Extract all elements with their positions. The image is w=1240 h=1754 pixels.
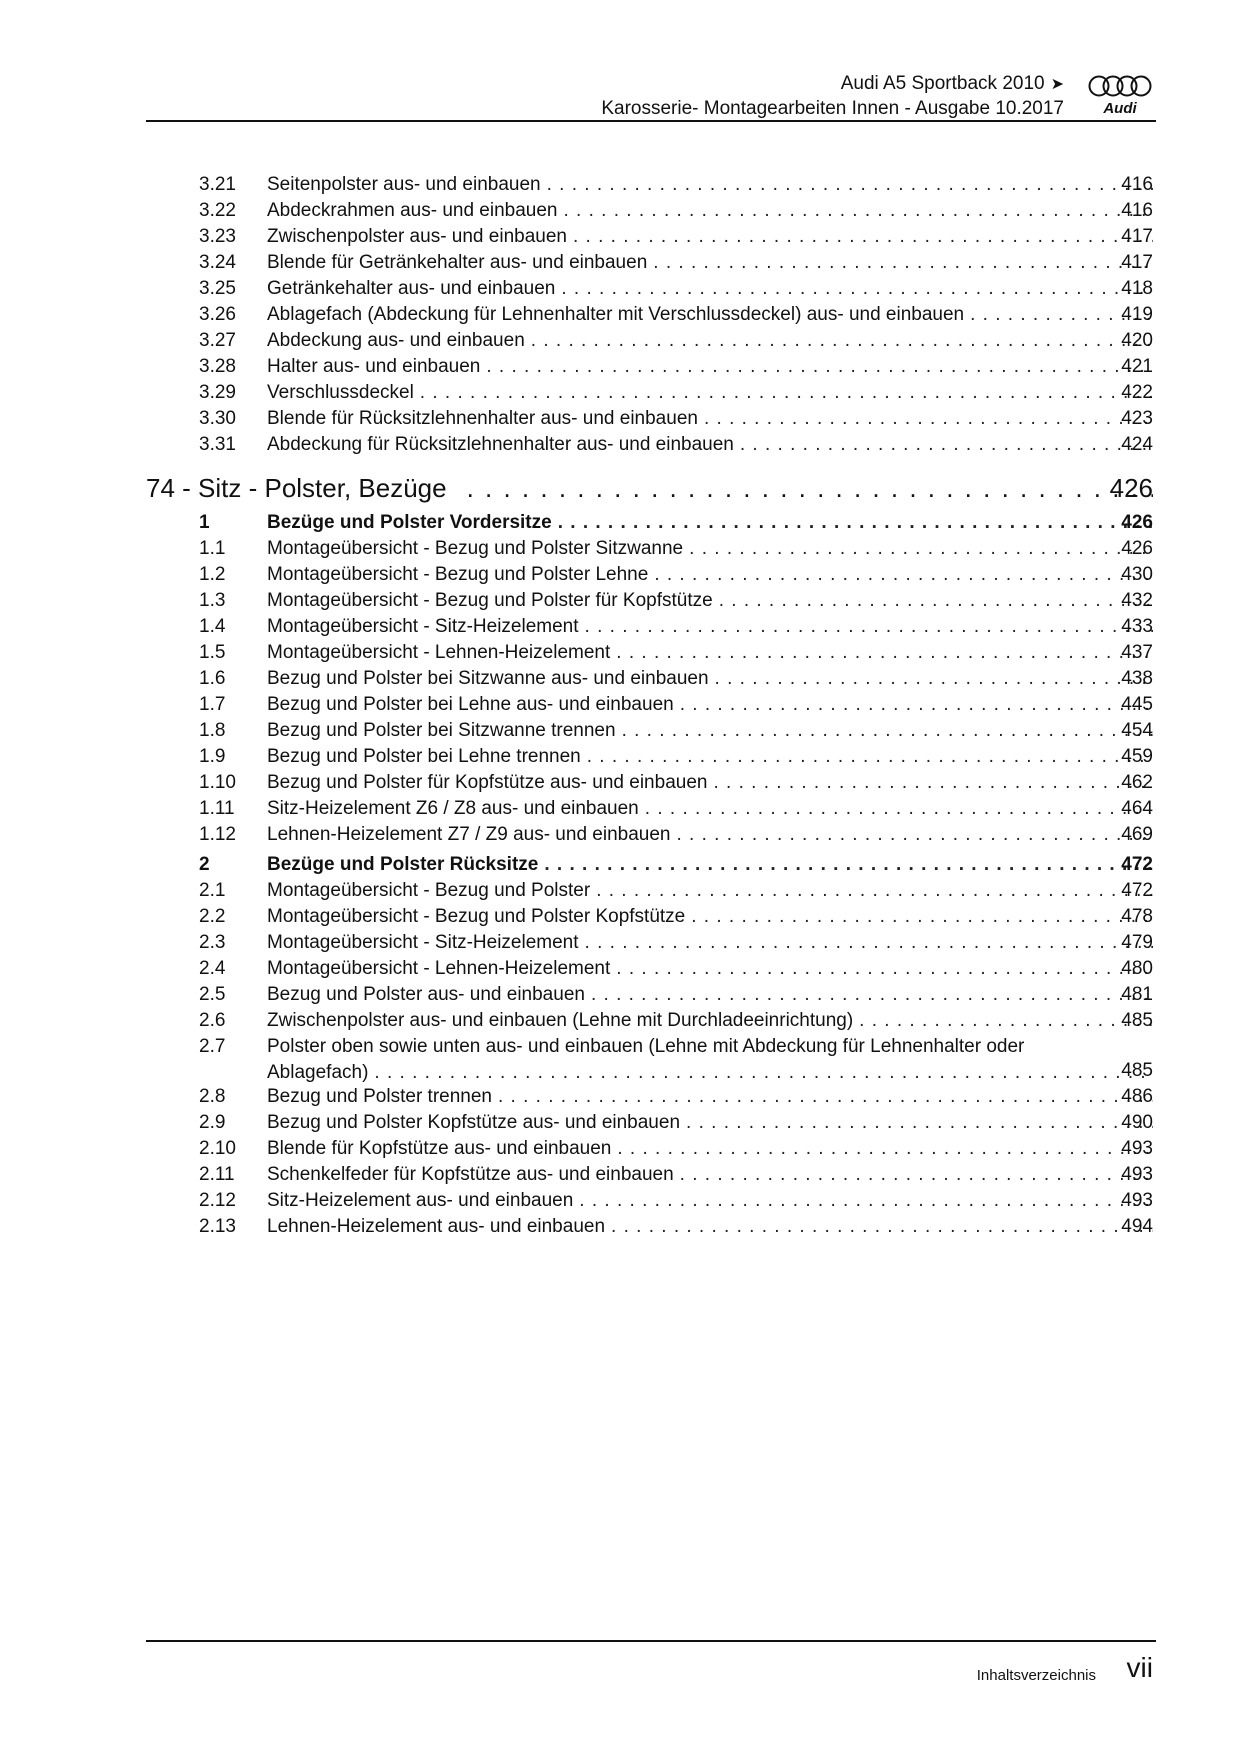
- leader-dots: [616, 956, 1153, 982]
- toc-entry[interactable]: [0, 1110, 1240, 1136]
- leader-dots: [587, 744, 1153, 770]
- leader-dots: [467, 466, 1153, 510]
- leader-dots: [544, 852, 1153, 878]
- chapter-page: 426: [1109, 473, 1153, 503]
- header-text: [601, 72, 1064, 121]
- leader-dots: [596, 878, 1153, 904]
- leader-dots: [486, 354, 1153, 380]
- toc-page: 416: [1121, 174, 1153, 195]
- toc-num: 3.31: [199, 434, 236, 455]
- toc-title: Zwischenpolster aus- und einbauen (Lehne mit Durchladeeinrichtung): [267, 1010, 854, 1031]
- leader-dots: [691, 904, 1153, 930]
- toc-num: 2.8: [199, 1086, 226, 1107]
- toc-entry[interactable]: [0, 718, 1240, 744]
- toc-title: Ablagefach (Abdeckung für Lehnenhalter mit Verschlussdeckel) aus- und einbauen: [267, 304, 965, 325]
- toc-num: 2.11: [199, 1164, 235, 1185]
- toc-num: 1.8: [199, 720, 226, 741]
- toc-title: Bezug und Polster bei Sitzwanne trennen: [267, 720, 616, 741]
- toc-title: Blende für Rücksitzlehnenhalter aus- und einbauen: [267, 408, 698, 429]
- chapter-heading[interactable]: [0, 466, 1240, 510]
- toc-title: Blende für Kopfstütze aus- und einbauen: [267, 1138, 612, 1159]
- toc-title: Sitz-Heizelement aus- und einbauen: [267, 1190, 574, 1211]
- toc-title: Lehnen-Heizelement Z7 / Z9 aus- und einbauen: [267, 824, 671, 845]
- toc-num: 3.25: [199, 278, 236, 299]
- toc-title: Blende für Getränkehalter aus- und einbauen: [267, 252, 648, 273]
- toc-page: 423: [1121, 408, 1153, 429]
- leader-dots: [573, 224, 1153, 250]
- leader-dots: [654, 562, 1153, 588]
- toc-entry[interactable]: [0, 1162, 1240, 1188]
- toc-entry[interactable]: [0, 770, 1240, 796]
- toc-num: 1.7: [199, 694, 226, 715]
- toc-num: 2.9: [199, 1112, 226, 1133]
- toc-page: 432: [1121, 590, 1153, 611]
- toc-title: Bezug und Polster trennen: [267, 1086, 492, 1107]
- toc-page: 454: [1121, 720, 1153, 741]
- toc-entry[interactable]: [0, 380, 1240, 406]
- toc-num: 2.1: [199, 880, 226, 901]
- toc-entry[interactable]: [0, 744, 1240, 770]
- toc-title: Bezug und Polster aus- und einbauen: [267, 984, 585, 1005]
- audi-logo: [1084, 74, 1156, 122]
- toc-page: 424: [1121, 434, 1153, 455]
- leader-dots: [713, 770, 1153, 796]
- leader-dots: [645, 796, 1153, 822]
- toc-num: 1.5: [199, 642, 226, 663]
- toc-page: 493: [1121, 1164, 1153, 1185]
- toc-page: 479: [1121, 932, 1153, 953]
- toc-entry[interactable]: [0, 1188, 1240, 1214]
- leader-dots: [561, 276, 1153, 302]
- toc-page: 445: [1121, 694, 1153, 715]
- toc-group-top: [0, 172, 1240, 458]
- toc-num: 2.2: [199, 906, 226, 927]
- toc-title: Bezug und Polster bei Lehne aus- und einbauen: [267, 694, 674, 715]
- leader-dots: [591, 982, 1153, 1008]
- toc-title: Zwischenpolster aus- und einbauen: [267, 226, 567, 247]
- toc-num: 3.27: [199, 330, 236, 351]
- toc-page: 472: [1121, 854, 1153, 875]
- toc-page: 486: [1121, 1086, 1153, 1107]
- toc-page: 480: [1121, 958, 1153, 979]
- toc-entry[interactable]: [0, 406, 1240, 432]
- leader-dots: [686, 1110, 1153, 1136]
- toc-num: 2.3: [199, 932, 226, 953]
- toc-num: 1.3: [199, 590, 226, 611]
- toc-page: 419: [1121, 304, 1153, 325]
- leader-dots: [585, 614, 1153, 640]
- toc-num: 1.4: [199, 616, 226, 637]
- toc-page: 494: [1121, 1216, 1153, 1237]
- toc-title: Bezug und Polster bei Lehne trennen: [267, 746, 581, 767]
- toc-num: 3.29: [199, 382, 236, 403]
- leader-dots: [653, 250, 1153, 276]
- toc-num: 1.9: [199, 746, 226, 767]
- leader-dots: [719, 588, 1153, 614]
- leader-dots: [680, 1162, 1153, 1188]
- toc-group-section2b: [0, 1084, 1240, 1240]
- toc-title: Abdeckung aus- und einbauen: [267, 330, 525, 351]
- toc-entry[interactable]: [0, 250, 1240, 276]
- header-subtitle: Karosserie- Montagearbeiten Innen - Ausgabe 10.2017: [601, 98, 1064, 119]
- toc-entry[interactable]: [0, 1136, 1240, 1162]
- toc-entry[interactable]: [0, 1214, 1240, 1240]
- toc-entry-2-7[interactable]: [0, 1034, 1240, 1084]
- leader-dots: [740, 432, 1153, 458]
- toc-num: 2: [199, 854, 210, 875]
- toc-entry[interactable]: [0, 692, 1240, 718]
- toc-page: 422: [1121, 382, 1153, 403]
- toc-num: 3.24: [199, 252, 236, 273]
- toc-page: 416: [1121, 200, 1153, 221]
- toc-num: 1.1: [199, 538, 226, 559]
- toc-page: 420: [1121, 330, 1153, 351]
- toc-num: 2.12: [199, 1190, 236, 1211]
- toc-num: 3.28: [199, 356, 236, 377]
- leader-dots: [563, 198, 1153, 224]
- toc-title: Bezug und Polster für Kopfstütze aus- und einbauen: [267, 772, 708, 793]
- footer-divider: [146, 1640, 1156, 1642]
- toc-title: Bezug und Polster Kopfstütze aus- und einbauen: [267, 1112, 681, 1133]
- toc-page: 438: [1121, 668, 1153, 689]
- leader-dots: [622, 718, 1153, 744]
- toc-page: 433: [1121, 616, 1153, 637]
- toc-entry[interactable]: [0, 276, 1240, 302]
- toc-page: 493: [1121, 1190, 1153, 1211]
- leader-dots: [531, 328, 1153, 354]
- toc-title: Getränkehalter aus- und einbauen: [267, 278, 556, 299]
- toc-title: Montageübersicht - Bezug und Polster: [267, 880, 591, 901]
- toc-num: 2.4: [199, 958, 226, 979]
- toc-title-line1: Polster oben sowie unten aus- und einbauen (Lehne mit Abdeckung für Lehnenhalter oder: [267, 1036, 1025, 1057]
- toc-page: 418: [1121, 278, 1153, 299]
- toc-entry[interactable]: [0, 822, 1240, 848]
- section-heading-2[interactable]: [0, 852, 1240, 878]
- table-of-contents: [0, 172, 1240, 1240]
- leader-dots: [704, 406, 1153, 432]
- toc-entry[interactable]: [0, 562, 1240, 588]
- leader-dots: [617, 1136, 1153, 1162]
- leader-dots: [498, 1084, 1153, 1110]
- toc-entry[interactable]: [0, 796, 1240, 822]
- toc-page: 426: [1121, 512, 1153, 533]
- toc-num: 3.30: [199, 408, 236, 429]
- toc-page: 469: [1121, 824, 1153, 845]
- toc-page: 430: [1121, 564, 1153, 585]
- leader-dots: [611, 1214, 1153, 1240]
- toc-entry[interactable]: [0, 1084, 1240, 1110]
- toc-page: 426: [1121, 538, 1153, 559]
- toc-num: 2.5: [199, 984, 226, 1005]
- toc-title: Montageübersicht - Lehnen-Heizelement: [267, 642, 611, 663]
- toc-title: Bezüge und Polster Rücksitze: [267, 854, 539, 875]
- toc-entry[interactable]: [0, 198, 1240, 224]
- toc-entry[interactable]: [0, 172, 1240, 198]
- toc-title: Lehnen-Heizelement aus- und einbauen: [267, 1216, 606, 1237]
- toc-title: Montageübersicht - Bezug und Polster für Kopfstütze: [267, 590, 713, 611]
- footer-page-number: vii: [1126, 1652, 1153, 1683]
- leader-dots: [680, 692, 1153, 718]
- header-model: Audi A5 Sportback 2010: [840, 73, 1045, 94]
- toc-group-section2: [0, 878, 1240, 1034]
- toc-page: 493: [1121, 1138, 1153, 1159]
- leader-dots: [558, 510, 1153, 536]
- header-divider: [146, 120, 1156, 122]
- toc-title: Montageübersicht - Sitz-Heizelement: [267, 932, 579, 953]
- toc-page: 417: [1121, 252, 1153, 273]
- toc-num: 3.23: [199, 226, 236, 247]
- leader-dots: [585, 930, 1153, 956]
- header-model-line: [601, 72, 1064, 97]
- toc-page: 485: [1121, 1010, 1153, 1031]
- toc-page: 472: [1121, 880, 1153, 901]
- toc-page: 462: [1121, 772, 1153, 793]
- toc-title: Schenkelfeder für Kopfstütze aus- und einbauen: [267, 1164, 674, 1185]
- toc-entry[interactable]: [0, 224, 1240, 250]
- toc-num: 2.6: [199, 1010, 226, 1031]
- toc-title-line2: Ablagefach): [267, 1062, 369, 1083]
- leader-dots: [579, 1188, 1153, 1214]
- toc-title: Abdeckrahmen aus- und einbauen: [267, 200, 558, 221]
- toc-title: Montageübersicht - Bezug und Polster Lehne: [267, 564, 649, 585]
- toc-page: 437: [1121, 642, 1153, 663]
- leader-dots: [547, 172, 1153, 198]
- toc-title: Halter aus- und einbauen: [267, 356, 481, 377]
- toc-group-section1: [0, 536, 1240, 848]
- toc-entry[interactable]: [0, 666, 1240, 692]
- chapter-title: 74 - Sitz - Polster, Bezüge: [146, 473, 447, 503]
- toc-entry[interactable]: [0, 956, 1240, 982]
- leader-dots: [689, 536, 1153, 562]
- toc-entry[interactable]: [0, 328, 1240, 354]
- toc-num: 1.2: [199, 564, 226, 585]
- leader-dots: [616, 640, 1153, 666]
- toc-page: 459: [1121, 746, 1153, 767]
- toc-title: Sitz-Heizelement Z6 / Z8 aus- und einbauen: [267, 798, 639, 819]
- toc-title: Montageübersicht - Bezug und Polster Sitzwanne: [267, 538, 684, 559]
- leader-dots: [374, 1060, 1153, 1086]
- brand-wordmark: Audi: [1103, 100, 1137, 117]
- toc-num: 3.22: [199, 200, 236, 221]
- toc-num: 1.11: [199, 798, 235, 819]
- toc-num: 2.10: [199, 1138, 236, 1159]
- toc-num: 2.7: [199, 1036, 226, 1057]
- toc-entry[interactable]: [0, 354, 1240, 380]
- toc-entry[interactable]: [0, 1008, 1240, 1034]
- arrow-icon: ➤: [1050, 76, 1064, 93]
- toc-num: 1.10: [199, 772, 236, 793]
- toc-page: 481: [1121, 984, 1153, 1005]
- toc-num: 1: [199, 512, 210, 533]
- toc-entry[interactable]: [0, 432, 1240, 458]
- toc-entry[interactable]: [0, 930, 1240, 956]
- toc-title: Verschlussdeckel: [267, 382, 414, 403]
- toc-title: Seitenpolster aus- und einbauen: [267, 174, 541, 195]
- section-heading-1[interactable]: [0, 510, 1240, 536]
- toc-entry[interactable]: [0, 982, 1240, 1008]
- toc-page: 490: [1121, 1112, 1153, 1133]
- toc-title: Montageübersicht - Lehnen-Heizelement: [267, 958, 611, 979]
- toc-page: 485: [1121, 1060, 1153, 1081]
- toc-title: Montageübersicht - Sitz-Heizelement: [267, 616, 579, 637]
- toc-page: 478: [1121, 906, 1153, 927]
- toc-entry[interactable]: [0, 536, 1240, 562]
- leader-dots: [715, 666, 1153, 692]
- toc-num: 1.12: [199, 824, 236, 845]
- toc-title: Montageübersicht - Bezug und Polster Kopfstütze: [267, 906, 686, 927]
- toc-num: 3.21: [199, 174, 236, 195]
- toc-page: 417: [1121, 226, 1153, 247]
- leader-dots: [420, 380, 1153, 406]
- toc-title: Bezüge und Polster Vordersitze: [267, 512, 552, 533]
- toc-entry[interactable]: [0, 614, 1240, 640]
- toc-num: 2.13: [199, 1216, 236, 1237]
- toc-title: Abdeckung für Rücksitzlehnenhalter aus- und einbauen: [267, 434, 734, 455]
- toc-entry[interactable]: [0, 302, 1240, 328]
- toc-title: Bezug und Polster bei Sitzwanne aus- und einbauen: [267, 668, 709, 689]
- toc-entry[interactable]: [0, 588, 1240, 614]
- toc-num: 3.26: [199, 304, 236, 325]
- toc-entry[interactable]: [0, 904, 1240, 930]
- toc-page: 464: [1121, 798, 1153, 819]
- leader-dots: [676, 822, 1153, 848]
- toc-entry[interactable]: [0, 878, 1240, 904]
- toc-page: 421: [1121, 356, 1153, 377]
- footer-label: Inhaltsverzeichnis: [976, 1667, 1096, 1684]
- toc-entry[interactable]: [0, 640, 1240, 666]
- toc-num: 1.6: [199, 668, 226, 689]
